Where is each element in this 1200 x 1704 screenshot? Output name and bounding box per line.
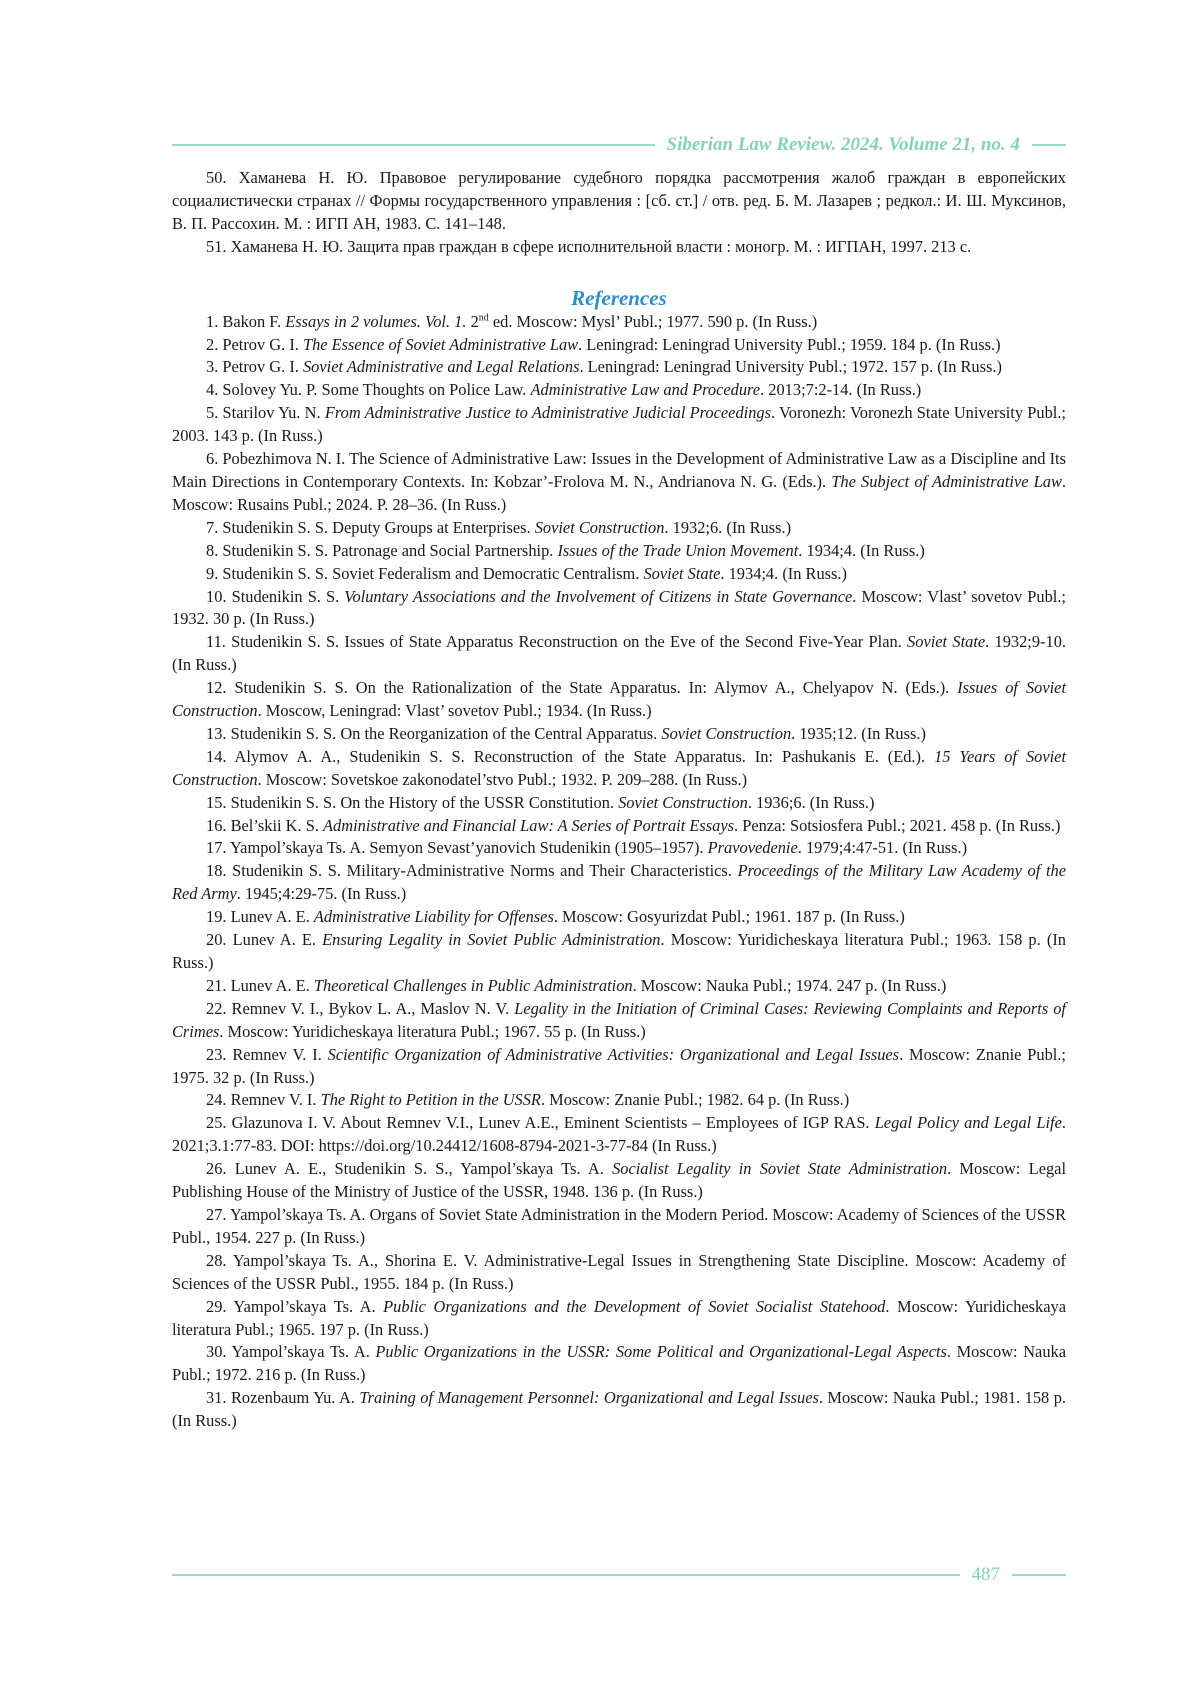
reference-item: 10. Studenikin S. S. Voluntary Associations and the Involvement of Citizens in State Governance. Moscow: Vlast’ sovetov Publ.; 1932. 30 p. (In Russ.) bbox=[172, 586, 1066, 629]
reference-item: 14. Alymov A. A., Studenikin S. S. Reconstruction of the State Apparatus. In: Pashukanis E. (Ed.). 15 Years of Soviet Construction. Moscow: Sovetskoe zakonodatel’stvo Publ.; 1932. P. 209–288. (In Russ.) bbox=[172, 746, 1066, 789]
reference-item: 1. Bakon F. Essays in 2 volumes. Vol. 1. 2nd ed. Moscow: Mysl’ Publ.; 1977. 590 p. (In Russ.) bbox=[206, 311, 818, 331]
reference-italic-title: The Subject of Administrative Law bbox=[831, 471, 1062, 491]
reference-italic-title: Administrative Law and Procedure bbox=[530, 380, 761, 400]
reference-item: 27. Yampol’skaya Ts. A. Organs of Soviet State Administration in the Modern Period. Moscow: Academy of Sciences of the USSR Publ., 1954. 227 p. (In Russ.) bbox=[172, 1204, 1066, 1247]
reference-italic-title: Essays in 2 volumes. Vol. 1. bbox=[285, 311, 471, 331]
reference-item: 15. Studenikin S. S. On the History of the USSR Constitution. Soviet Construction. 1936;6. (In Russ.) bbox=[206, 792, 875, 812]
reference-item: 4. Solovey Yu. P. Some Thoughts on Police Law. Administrative Law and Procedure. 2013;7:2-14. (In Russ.) bbox=[206, 380, 922, 400]
reference-item: 9. Studenikin S. S. Soviet Federalism and Democratic Centralism. Soviet State. 1934;4. (In Russ.) bbox=[206, 563, 847, 583]
reference-item: 3. Petrov G. I. Soviet Administrative and Legal Relations. Leningrad: Leningrad University Publ.; 1972. 157 p. (In Russ.) bbox=[206, 357, 1002, 377]
reference-item: 11. Studenikin S. S. Issues of State Apparatus Reconstruction on the Eve of the Second Five-Year Plan. Soviet State. 1932;9-10. (In Russ.) bbox=[172, 632, 1067, 675]
reference-item: 18. Studenikin S. S. Military-Administrative Norms and Their Characteristics. Proceedings of the Military Law Academy of the Red Army. 1945;4:29-75. (In Russ.) bbox=[172, 861, 1066, 904]
reference-italic-title: Training of Management Personnel: Organizational and Legal Issues bbox=[359, 1388, 819, 1408]
reference-item: 25. Glazunova I. V. About Remnev V.I., Lunev A.E., Eminent Scientists – Employees of IGP RAS. Legal Policy and Legal Life. 2021;3.1:77-83. DOI: https://doi.org/10.24412/1608-8794-2021-3-77-84 (In Russ.) bbox=[172, 1113, 1066, 1156]
reference-italic-title: The Essence of Soviet Administrative Law bbox=[302, 334, 579, 354]
reference-italic-title: Public Organizations and the Development of Soviet Socialist Statehood bbox=[383, 1296, 886, 1316]
reference-item: 2. Petrov G. I. The Essence of Soviet Administrative Law. Leningrad: Leningrad University Publ.; 1959. 184 p. (In Russ.) bbox=[206, 334, 1001, 354]
superscript: nd bbox=[478, 312, 489, 324]
reference-italic-title: Administrative and Financial Law: A Series of Portrait Essays bbox=[323, 815, 735, 835]
reference-italic-title: Soviet State bbox=[643, 563, 721, 583]
running-header bbox=[172, 132, 1066, 158]
reference-item: 21. Lunev A. E. Theoretical Challenges in Public Administration. Moscow: Nauka Publ.; 1974. 247 p. (In Russ.) bbox=[206, 975, 947, 995]
reference-item: 51. Хаманева Н. Ю. Защита прав граждан в сфере исполнительной власти : моногр. М. : ИГПАН, 1997. 213 с. bbox=[206, 236, 972, 256]
reference-italic-title: The Right to Petition in the USSR bbox=[320, 1090, 541, 1110]
reference-item: 30. Yampol’skaya Ts. A. Public Organizations in the USSR: Some Political and Organizational-Legal Aspects. Moscow: Nauka Publ.; 1972. 216 p. (In Russ.) bbox=[172, 1342, 1066, 1385]
reference-italic-title: Soviet Administrative and Legal Relations bbox=[302, 357, 580, 377]
reference-italic-title: Administrative Liability for Offenses bbox=[313, 907, 554, 927]
reference-item: 23. Remnev V. I. Scientific Organization of Administrative Activities: Organizational and Legal Issues. Moscow: Znanie Publ.; 1975. 32 p. (In Russ.) bbox=[172, 1044, 1066, 1087]
references-heading: References bbox=[571, 285, 667, 310]
journal-title: Siberian Law Review. 2024. Volume 21, no. 4 bbox=[666, 134, 1020, 155]
reference-italic-title: Proceedings of the Military Law Academy of the Red Army bbox=[172, 861, 1066, 904]
reference-item: 24. Remnev V. I. The Right to Petition in the USSR. Moscow: Znanie Publ.; 1982. 64 p. (In Russ.) bbox=[206, 1090, 850, 1110]
reference-italic-title: Public Organizations in the USSR: Some Political and Organizational-Legal Aspects bbox=[375, 1342, 947, 1362]
footer-rule-left bbox=[172, 1574, 960, 1576]
reference-item: 5. Starilov Yu. N. From Administrative Justice to Administrative Judicial Proceedings. Voronezh: Voronezh State University Publ.; 2003. 143 p. (In Russ.) bbox=[172, 403, 1066, 446]
header-rule-left bbox=[172, 144, 655, 146]
reference-item: 17. Yampol’skaya Ts. A. Semyon Sevast’yanovich Studenikin (1905–1957). Pravovedenie. 1979;4:47-51. (In Russ.) bbox=[206, 838, 968, 858]
reference-italic-title: Ensuring Legality in Soviet Public Administration bbox=[322, 930, 661, 950]
reference-italic-title: Legality in the Initiation of Criminal Cases: Reviewing Complaints and Reports of Crimes bbox=[172, 998, 1066, 1041]
reference-italic-title: Pravovedenie bbox=[707, 838, 798, 858]
reference-italic-title: Scientific Organization of Administrative Activities: Organizational and Legal Issues bbox=[327, 1044, 900, 1064]
reference-italic-title: Issues of the Trade Union Movement bbox=[557, 540, 799, 560]
page-content bbox=[172, 167, 1066, 1433]
reference-item: 16. Bel’skii K. S. Administrative and Financial Law: A Series of Portrait Essays. Penza: Sotsiosfera Publ.; 2021. 458 p. (In Russ.) bbox=[206, 815, 1061, 835]
russian-reference-list bbox=[172, 167, 1066, 259]
page-number: 487 bbox=[971, 1564, 1000, 1585]
reference-item: 12. Studenikin S. S. On the Rationalization of the State Apparatus. In: Alymov A., Chelyapov N. (Eds.). Issues of Soviet Construction. Moscow, Leningrad: Vlast’ sovetov Publ.; 1934. (In Russ.) bbox=[172, 678, 1066, 721]
reference-item: 20. Lunev A. E. Ensuring Legality in Soviet Public Administration. Moscow: Yuridicheskaya literatura Publ.; 1963. 158 p. (In Russ.) bbox=[172, 930, 1066, 972]
reference-italic-title: Soviet Construction bbox=[661, 723, 792, 743]
reference-item: 6. Pobezhimova N. I. The Science of Administrative Law: Issues in the Development of Administrative Law as a Discipline and Its Main Directions in Contemporary Contexts. In: Kobzar’-Frolova M. N., Andrianova N. G. (Eds.). The Subject of Administrative Law. Moscow: Rusains Publ.; 2024. P. 28–36. (In Russ.) bbox=[172, 449, 1066, 514]
reference-italic-title: 15 Years of Soviet Construction bbox=[172, 746, 1066, 789]
reference-item: 22. Remnev V. I., Bykov L. A., Maslov N. V. Legality in the Initiation of Criminal Cases: Reviewing Complaints and Reports of Crimes. Moscow: Yuridicheskaya literatura Publ.; 1967. 55 p. (In Russ.) bbox=[172, 998, 1066, 1041]
reference-item: 19. Lunev A. E. Administrative Liability for Offenses. Moscow: Gosyurizdat Publ.; 1961. 187 p. (In Russ.) bbox=[206, 907, 905, 927]
reference-italic-title: Legal Policy and Legal Life bbox=[874, 1113, 1062, 1133]
reference-italic-title: Soviet Construction bbox=[534, 517, 665, 537]
reference-italic-title: From Administrative Justice to Administrative Judicial Proceedings bbox=[324, 403, 771, 423]
reference-item: 13. Studenikin S. S. On the Reorganization of the Central Apparatus. Soviet Construction. 1935;12. (In Russ.) bbox=[206, 723, 926, 743]
footer-rule-right bbox=[1012, 1574, 1066, 1576]
references-list bbox=[172, 311, 1066, 1433]
reference-item: 26. Lunev A. E., Studenikin S. S., Yampol’skaya Ts. A. Socialist Legality in Soviet State Administration. Moscow: Legal Publishing House of the Ministry of Justice of the USSR, 1948. 136 p. (In Russ.) bbox=[172, 1159, 1066, 1202]
reference-item: 31. Rozenbaum Yu. A. Training of Management Personnel: Organizational and Legal Issues. Moscow: Nauka Publ.; 1981. 158 p. (In Russ.) bbox=[172, 1388, 1066, 1431]
reference-italic-title: Socialist Legality in Soviet State Administration bbox=[612, 1159, 948, 1179]
reference-item: 29. Yampol’skaya Ts. A. Public Organizations and the Development of Soviet Socialist Statehood. Moscow: Yuridicheskaya literatura Publ.; 1965. 197 p. (In Russ.) bbox=[172, 1296, 1066, 1339]
page-footer bbox=[172, 1562, 1066, 1588]
header-rule-right bbox=[1032, 144, 1066, 146]
reference-italic-title: Theoretical Challenges in Public Administration bbox=[313, 975, 633, 995]
reference-italic-title: Issues of Soviet Construction bbox=[172, 678, 1066, 721]
reference-item: 7. Studenikin S. S. Deputy Groups at Enterprises. Soviet Construction. 1932;6. (In Russ.) bbox=[206, 517, 792, 537]
reference-item: 50. Хаманева Н. Ю. Правовое регулирование судебного порядка рассмотрения жалоб граждан в европейских социалистически странах // Формы государственного управления : [сб. ст.] / отв. ред. Б. М. Лазарев ; редкол.: И. Ш. Муксинов, В. П. Рассохин. М. : ИГП АН, 1983. С. 141–148. bbox=[172, 168, 1066, 233]
reference-item: 8. Studenikin S. S. Patronage and Social Partnership. Issues of the Trade Union Movement. 1934;4. (In Russ.) bbox=[206, 540, 925, 560]
reference-italic-title: Voluntary Associations and the Involvement of Citizens in State Governance bbox=[344, 586, 853, 606]
reference-italic-title: Soviet State bbox=[907, 632, 986, 652]
reference-item: 28. Yampol’skaya Ts. A., Shorina E. V. Administrative-Legal Issues in Strengthening State Discipline. Moscow: Academy of Sciences of the USSR Publ., 1955. 184 p. (In Russ.) bbox=[172, 1250, 1066, 1293]
reference-italic-title: Soviet Construction bbox=[618, 792, 748, 812]
